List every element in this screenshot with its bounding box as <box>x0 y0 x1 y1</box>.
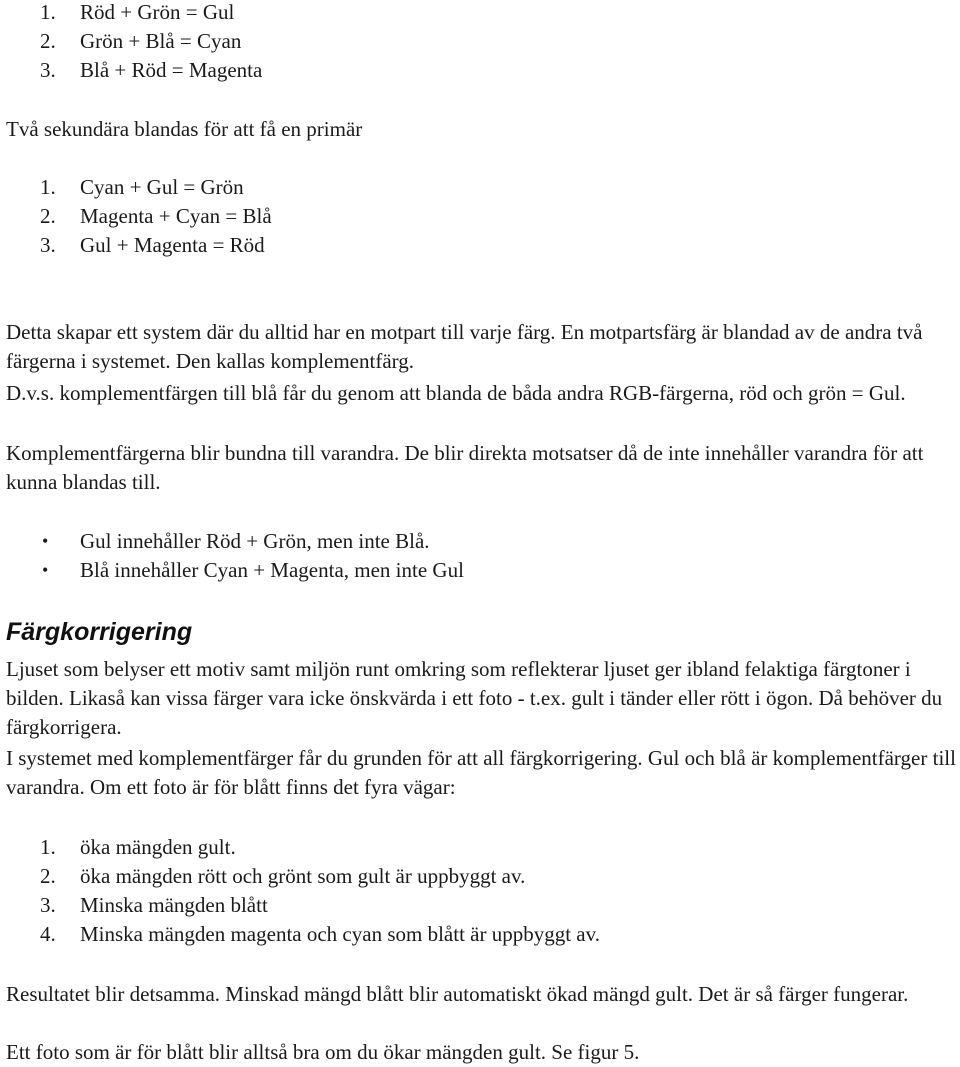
list-item: 2. Magenta + Cyan = Blå <box>40 204 272 228</box>
list-item: 3. Gul + Magenta = Röd <box>40 233 265 257</box>
section-heading: Färgkorrigering <box>6 618 193 646</box>
list-item: 3. Minska mängden blått <box>40 893 268 917</box>
list-item: 4. Minska mängden magenta och cyan som blått är uppbyggt av. <box>40 922 601 946</box>
list-item: 1. Cyan + Gul = Grön <box>40 175 244 199</box>
bullet-list <box>6 527 956 585</box>
list-item: • Blå innehåller Cyan + Magenta, men inte Gul <box>6 556 956 585</box>
paragraph-ljuset: Ljuset som belyser ett motiv samt miljön runt omkring som reflekterar ljuset ger ibland felaktiga färgtoner i bilden. Likaså kan vissa färger vara icke önskvärda i ett foto - t.ex. gult i tänder eller rött i ögon. Då behöver du färgkorrigera. <box>6 657 943 739</box>
list-item: 3. Blå + Röd = Magenta <box>40 58 263 82</box>
paragraph-resultatet: Resultatet blir detsamma. Minskad mängd blått blir automatiskt ökad mängd gult. Det är så färger fungerar. <box>6 982 909 1006</box>
paragraph-bundna: Komplementfärgerna blir bundna till varandra. De blir direkta motsatser då de inte innehåller varandra för att kunna blandas till. <box>6 441 924 494</box>
correction-list <box>6 833 956 949</box>
paragraph-dvs: D.v.s. komplementfärgen till blå får du genom att blanda de båda andra RGB-färgerna, röd och grön = Gul. <box>6 381 906 405</box>
list-item: 2. Grön + Blå = Cyan <box>40 29 242 53</box>
bullet-icon: • <box>42 531 49 551</box>
list-item: 2. öka mängden rött och grönt som gult är uppbyggt av. <box>40 864 526 888</box>
additive-mix-list <box>6 0 956 85</box>
paragraph-ett-foto: Ett foto som är för blått blir alltså bra om du ökar mängden gult. Se figur 5. <box>6 1040 640 1064</box>
list-item: 1. öka mängden gult. <box>40 835 236 859</box>
list-item: • Gul innehåller Röd + Grön, men inte Blå. <box>6 527 956 556</box>
paragraph-system: Detta skapar ett system där du alltid har en motpart till varje färg. En motpartsfärg är blandad av de andra två färgerna i systemet. Den kallas komplementfärg. <box>6 320 923 373</box>
paragraph-systemet: I systemet med komplementfärger får du grunden för att all färgkorrigering. Gul och blå är komplementfärger till varandra. Om ett foto är för blått finns det fyra vägar: <box>6 746 956 799</box>
list-item: 1. Röd + Grön = Gul <box>40 0 235 24</box>
paragraph-secondary: Två sekundära blandas för att få en primär <box>6 117 363 141</box>
bullet-icon: • <box>42 560 49 580</box>
secondary-mix-list <box>6 173 956 260</box>
